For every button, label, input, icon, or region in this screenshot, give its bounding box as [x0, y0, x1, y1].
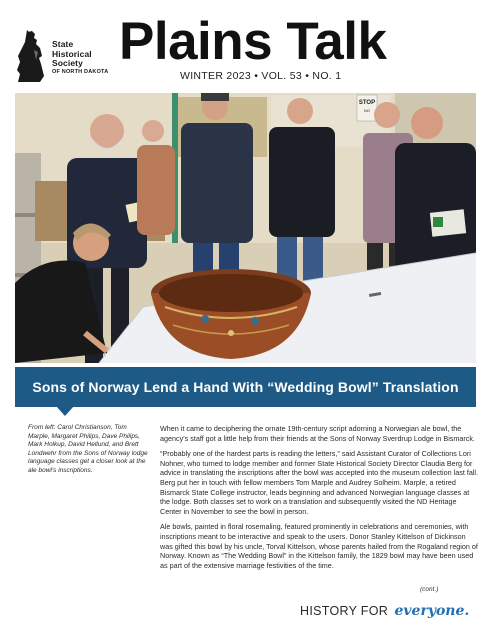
cover-photo-illustration [15, 93, 476, 363]
masthead [0, 0, 491, 92]
headline-bar [15, 367, 476, 407]
logo-line-1: State [52, 39, 74, 49]
issue-info: WINTER 2023 • VOL. 53 • NO. 1 [180, 70, 342, 82]
article-paragraph-3: Ale bowls, painted in floral rosemaling, featured prominently in celebrations and ceremonies, with inscriptions meant to be interactive and speak to the users. Donor Stanley Kittelson of Dickinson was gifted this bowl by his uncle, Torval Kittelson, whose parents hailed from the Rogaland region of Norway. Known as “The Wedding Bowl” in the Kittelson family, the 1829 bowl may have been used as part of the extensive marriage festivities of the time. [160, 522, 478, 570]
logo-sub: OF NORTH DAKOTA [52, 68, 109, 75]
stop-sign-subtext: NO [364, 108, 370, 113]
tagline-plain: HISTORY FOR [300, 603, 389, 618]
footer-tagline [300, 602, 470, 624]
tagline-script: everyone. [394, 602, 470, 619]
continued-marker: (cont.) [420, 586, 439, 593]
newsletter-title: Plains Talk [119, 12, 387, 71]
article-paragraph-1: When it came to deciphering the ornate 19th-century script adorning a Norwegian ale bowl, the agency’s staff got a little help from their friends at the Sons of Norway Sverdrup Lodge in Bismarck. [160, 424, 475, 443]
photo-caption: From left: Carol Christianson, Tom Marple, Margaret Philips, Dave Philips, Mark Holkup, David Hellund, and Brett Londwehr from the Sons of Norway lodge language classes get a closer look at the ale bowl’s inscriptions. [28, 424, 148, 474]
stop-sign-text: STOP [358, 100, 376, 106]
native-figure-logo-icon [14, 30, 48, 82]
logo-line-2: Historical [52, 48, 92, 59]
article-body [160, 424, 478, 576]
article-headline: Sons of Norway Lend a Hand With “Wedding Bowl” Translation [32, 379, 459, 395]
article-paragraph-2: “Probably one of the hardest parts is reading the letters,” said Assistant Curator of Collections Lori Nohner, who turned to lodge member and former State Historical Society Director Claudia Berg for advice in translating the inscriptions after the bowl was accepted into the museum collection last fall. Berg put her in touch with fellow members Tom Marple and Audrey Solheim. Marple, a retired Bismarck State College instructor, leads beginning and advanced Norwegian language classes at the lodge. Both classes set to work on a translation and subsequently visited the ND Heritage Center in November to see the bowl in person. [160, 449, 479, 516]
caption-pointer [56, 406, 74, 416]
logo-wordmark [52, 40, 108, 76]
cover-photo [15, 93, 476, 363]
logo-line-3: Society [52, 58, 83, 68]
